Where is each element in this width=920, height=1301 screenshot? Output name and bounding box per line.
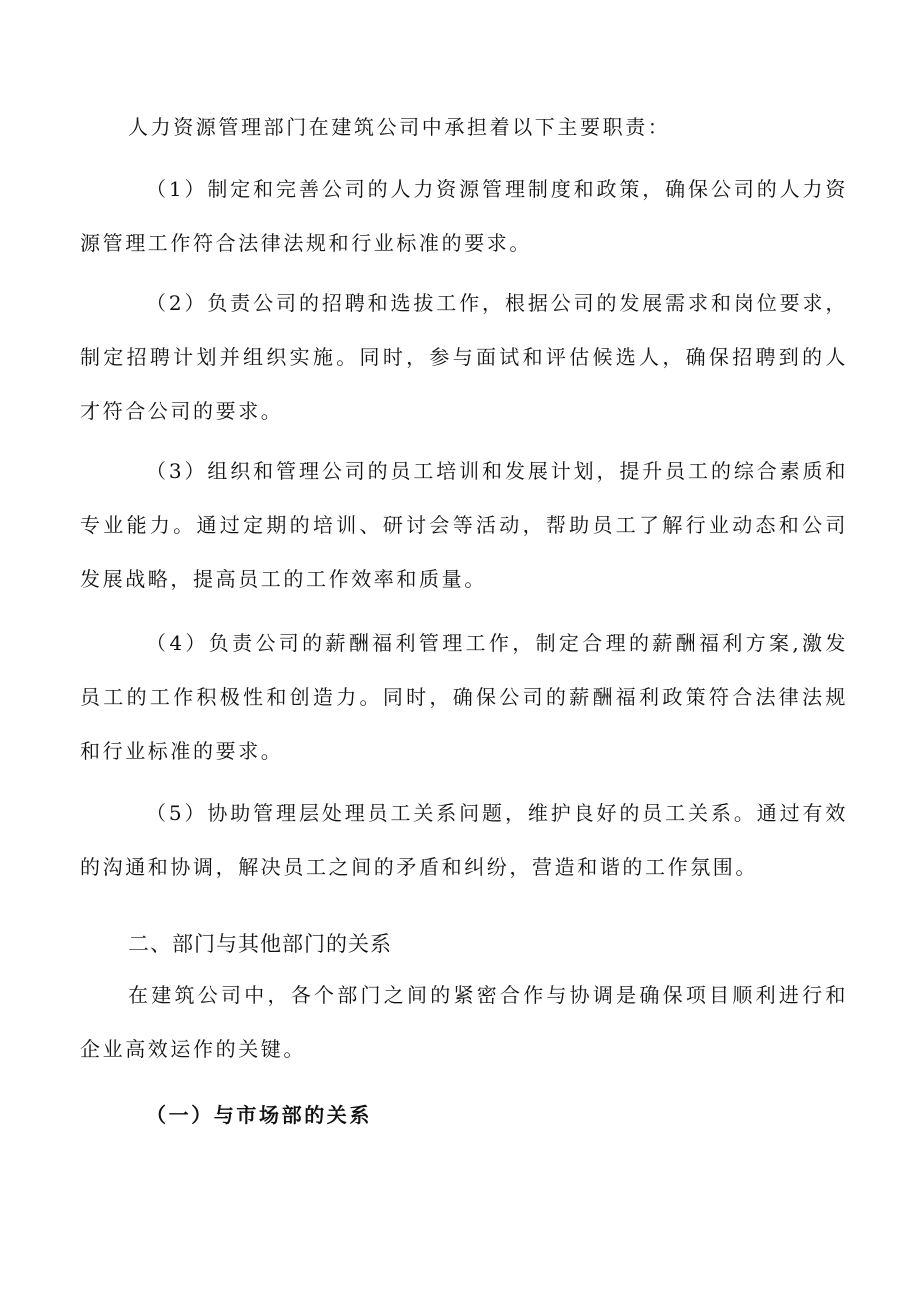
subsection-heading: （一）与市场部的关系 xyxy=(146,1103,372,1127)
section-intro-paragraph: 在建筑公司中，各个部门之间的紧密合作与协调是确保项目顺利进行和企业高效运作的关键。 xyxy=(80,983,848,1061)
duty-3-paragraph: （3）组织和管理公司的员工培训和发展计划，提升员工的综合素质和专业能力。通过定期的培训、研讨会等活动，帮助员工了解行业动态和公司发展战略，提高员工的工作效率和质量。 xyxy=(80,459,848,591)
duty-5-paragraph: （5）协助管理层处理员工关系问题，维护良好的员工关系。通过有效的沟通和协调，解决员工之间的矛盾和纠纷，营造和谐的工作氛围。 xyxy=(80,801,848,879)
duty-1-paragraph: （1）制定和完善公司的人力资源管理制度和政策，确保公司的人力资源管理工作符合法律法规和行业标准的要求。 xyxy=(80,177,848,255)
intro-paragraph: 人力资源管理部门在建筑公司中承担着以下主要职责： xyxy=(128,115,671,139)
duty-2-paragraph: （2）负责公司的招聘和选拔工作，根据公司的发展需求和岗位要求，制定招聘计划并组织实施。同时，参与面试和评估候选人，确保招聘到的人才符合公司的要求。 xyxy=(80,291,848,423)
section-heading: 二、部门与其他部门的关系 xyxy=(128,932,392,956)
duty-4-paragraph: （4）负责公司的薪酬福利管理工作，制定合理的薪酬福利方案,激发员工的工作积极性和创造力。同时，确保公司的薪酬福利政策符合法律法规和行业标准的要求。 xyxy=(80,631,848,763)
